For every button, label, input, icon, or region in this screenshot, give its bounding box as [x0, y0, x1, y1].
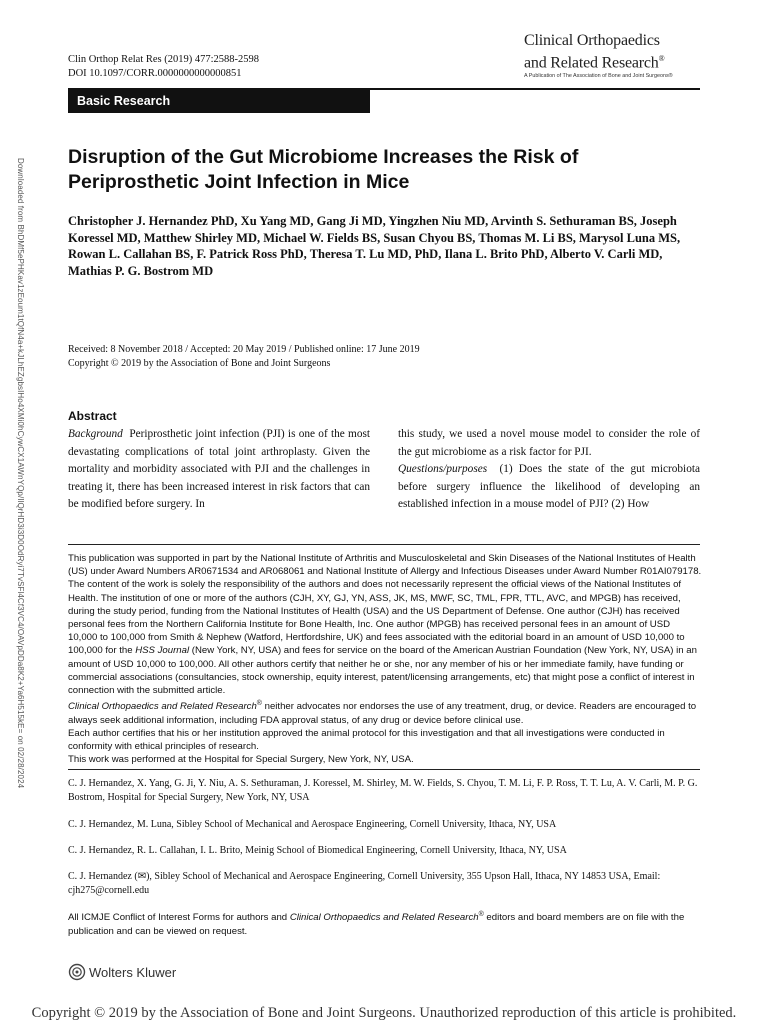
journal-logo-line2: and Related Research® — [524, 54, 665, 72]
affiliation-hss: C. J. Hernandez, X. Yang, G. Ji, Y. Niu, A. S. Sethuraman, J. Koressel, M. Shirley, M. W. Fields, S. Chyou, T. M. Li, F. P. Ross, T. T. Lu, A. V. Carli, M. P. G. Bostrom, Hospital for Special Surgery, New York, NY, USA — [68, 778, 698, 803]
abstract-heading: Abstract — [68, 409, 117, 423]
background-label: Background — [68, 428, 123, 440]
footer-copyright: Copyright © 2019 by the Association of Bone and Joint Surgeons. Unauthorized reproduction of this article is prohibited. — [31, 1005, 737, 1021]
funding-paragraph: This publication was supported in part by the National Institute of Arthritis and Musculoskeletal and Skin Diseases of the National Institutes of Health (US) under Award Numbers AR0671534 and AR068061 and National Institute of Allergy and Infectious Diseases under Award Number R01AI079178. The content of the work is solely the responsibility of the authors and does not necessarily represent the official views of the National Institutes of Health. The institution of one or more of the authors (CJH, XY, GJ, YN, ASS, JK, MS, MWF, SC, TML, FPR, TTL, AVC, and MPGB) has received, during the study period, funding from the National Institutes of Health (USA) and the US Department of Defense. One author (CJH) has received personal fees from the Northern California Institute for Bone Health, Inc. One author (MPGB) has received personal fees in an amount of USD 10,000 to 100,000 from Smith & Nephew (Watford, Hertfordshire, UK) and fees associated with the editorial board in an amount of USD 10,000 to 100,000 for the HSS Journal (New York, NY, USA) and fees for service on the board of the American Austrian Foundation (New York, NY, USA) in an amount of USD 10,000 to 100,000. All other authors certify that neither he or she, nor any member of his or her immediate family, have funding or commercial associations (consultancies, stock ownership, equity interest, patent/licensing arrangements, etc) that might pose a conflict of interest in connection with the submitted article. — [68, 553, 702, 697]
endorsement-disclaimer: Clinical Orthopaedics and Related Research® neither advocates nor endorses the use of any treatment, drug, or device. Readers are encouraged to always seek additional information, including FDA approval status, of any drug or device before clinical use. — [68, 700, 697, 726]
citation-block — [68, 53, 259, 81]
abstract-questions: Questions/purposes (1) Does the state of the gut microbiota before surgery influence the likelihood of developing an established infection in a mouse model of PJI? (2) How — [398, 463, 700, 510]
citation-journal-line: Clin Orthop Relat Res (2019) 477:2588-2598 — [68, 54, 260, 65]
citation-doi-line: DOI 10.1097/CORR.0000000000000851 — [68, 68, 242, 79]
journal-logo-line1: Clinical Orthopaedics — [524, 32, 660, 49]
wolters-kluwer-logo — [68, 963, 176, 981]
author-list: Christopher J. Hernandez PhD, Xu Yang MD, Gang Ji MD, Yingzhen Niu MD, Arvinth S. Sethuraman BS, Joseph Koressel MD, Matthew Shirley MD, Michael W. Fields BS, Susan Chyou BS, Thomas M. Li BS, Marysol Luna MS, Rowan L. Callahan BS, F. Patrick Ross PhD, Theresa T. Lu MD, PhD, Ilana L. Brito PhD, Alberto V. Carli MD, Mathias P. G. Bostrom MD — [68, 214, 681, 278]
affiliation-sibley: C. J. Hernandez, M. Luna, Sibley School of Mechanical and Aerospace Engineering, Cornell University, Ithaca, NY, USA — [68, 819, 557, 830]
abstract-background: Background Periprosthetic joint infection (PJI) is one of the most devastating complications of total joint arthroplasty. Given the mortality and morbidity associated with PJI and the challenges in treating it, there has been increased interest in risk factors that can be modified before surgery. In — [68, 428, 370, 510]
coi-statement: All ICMJE Conflict of Interest Forms for authors and Clinical Orthopaedics and Related Research® editors and board members are on file with the publication and can be viewed on request. — [68, 911, 685, 937]
received-accepted-line: Received: 8 November 2018 / Accepted: 20 May 2019 / Published online: 17 June 2019 — [68, 344, 420, 355]
funding-rule — [68, 544, 700, 545]
wolters-kluwer-icon — [68, 963, 86, 981]
abstract-background-continued: this study, we used a novel mouse model to consider the role of the gut microbiome as a risk factor for PJI. — [398, 428, 700, 458]
questions-label: Questions/purposes — [398, 463, 488, 475]
publication-dates — [68, 343, 700, 371]
article-title: Disruption of the Gut Microbiome Increases the Risk of Periprosthetic Joint Infection in Mice — [68, 146, 579, 193]
affiliation-corresponding: C. J. Hernandez (✉), Sibley School of Mechanical and Aerospace Engineering, Cornell University, 355 Upson Hall, Ithaca, NY 14853 USA, Email: cjh275@cornell.edu — [68, 871, 661, 896]
institution-statement: This work was performed at the Hospital for Special Surgery, New York, NY, USA. — [68, 754, 414, 766]
journal-logo-tagline: A Publication of The Association of Bone and Joint Surgeons® — [524, 73, 673, 80]
abstract-column-left — [68, 426, 370, 514]
copyright-line: Copyright © 2019 by the Association of Bone and Joint Surgeons — [68, 358, 331, 369]
abstract-column-right — [398, 426, 700, 514]
download-watermark: Downloaded from BhDMf5ePHKav1zEoum1tQfN4a+kJLhEZgbsIHo4XMi0hCywCX1AWnYQp/IlQrHD3i3D0OdRyi7TvSFl4Cf3VC4/OAVpDDa8K2+Ya6H515kE= on 02/28/2024 — [16, 158, 25, 789]
affiliation-rule — [68, 769, 700, 770]
section-label: Basic Research — [68, 90, 370, 113]
journal-logo — [524, 32, 714, 80]
publisher-name: Wolters Kluwer — [89, 964, 177, 980]
ethics-statement: Each author certifies that his or her institution approved the animal protocol for this investigation and that all investigations were conducted in conformity with ethical principles of research. — [68, 727, 665, 753]
funding-disclosure — [68, 552, 702, 766]
affiliation-meinig: C. J. Hernandez, R. L. Callahan, I. L. Brito, Meinig School of Biomedical Engineering, Cornell University, Ithaca, NY, USA — [68, 845, 567, 856]
